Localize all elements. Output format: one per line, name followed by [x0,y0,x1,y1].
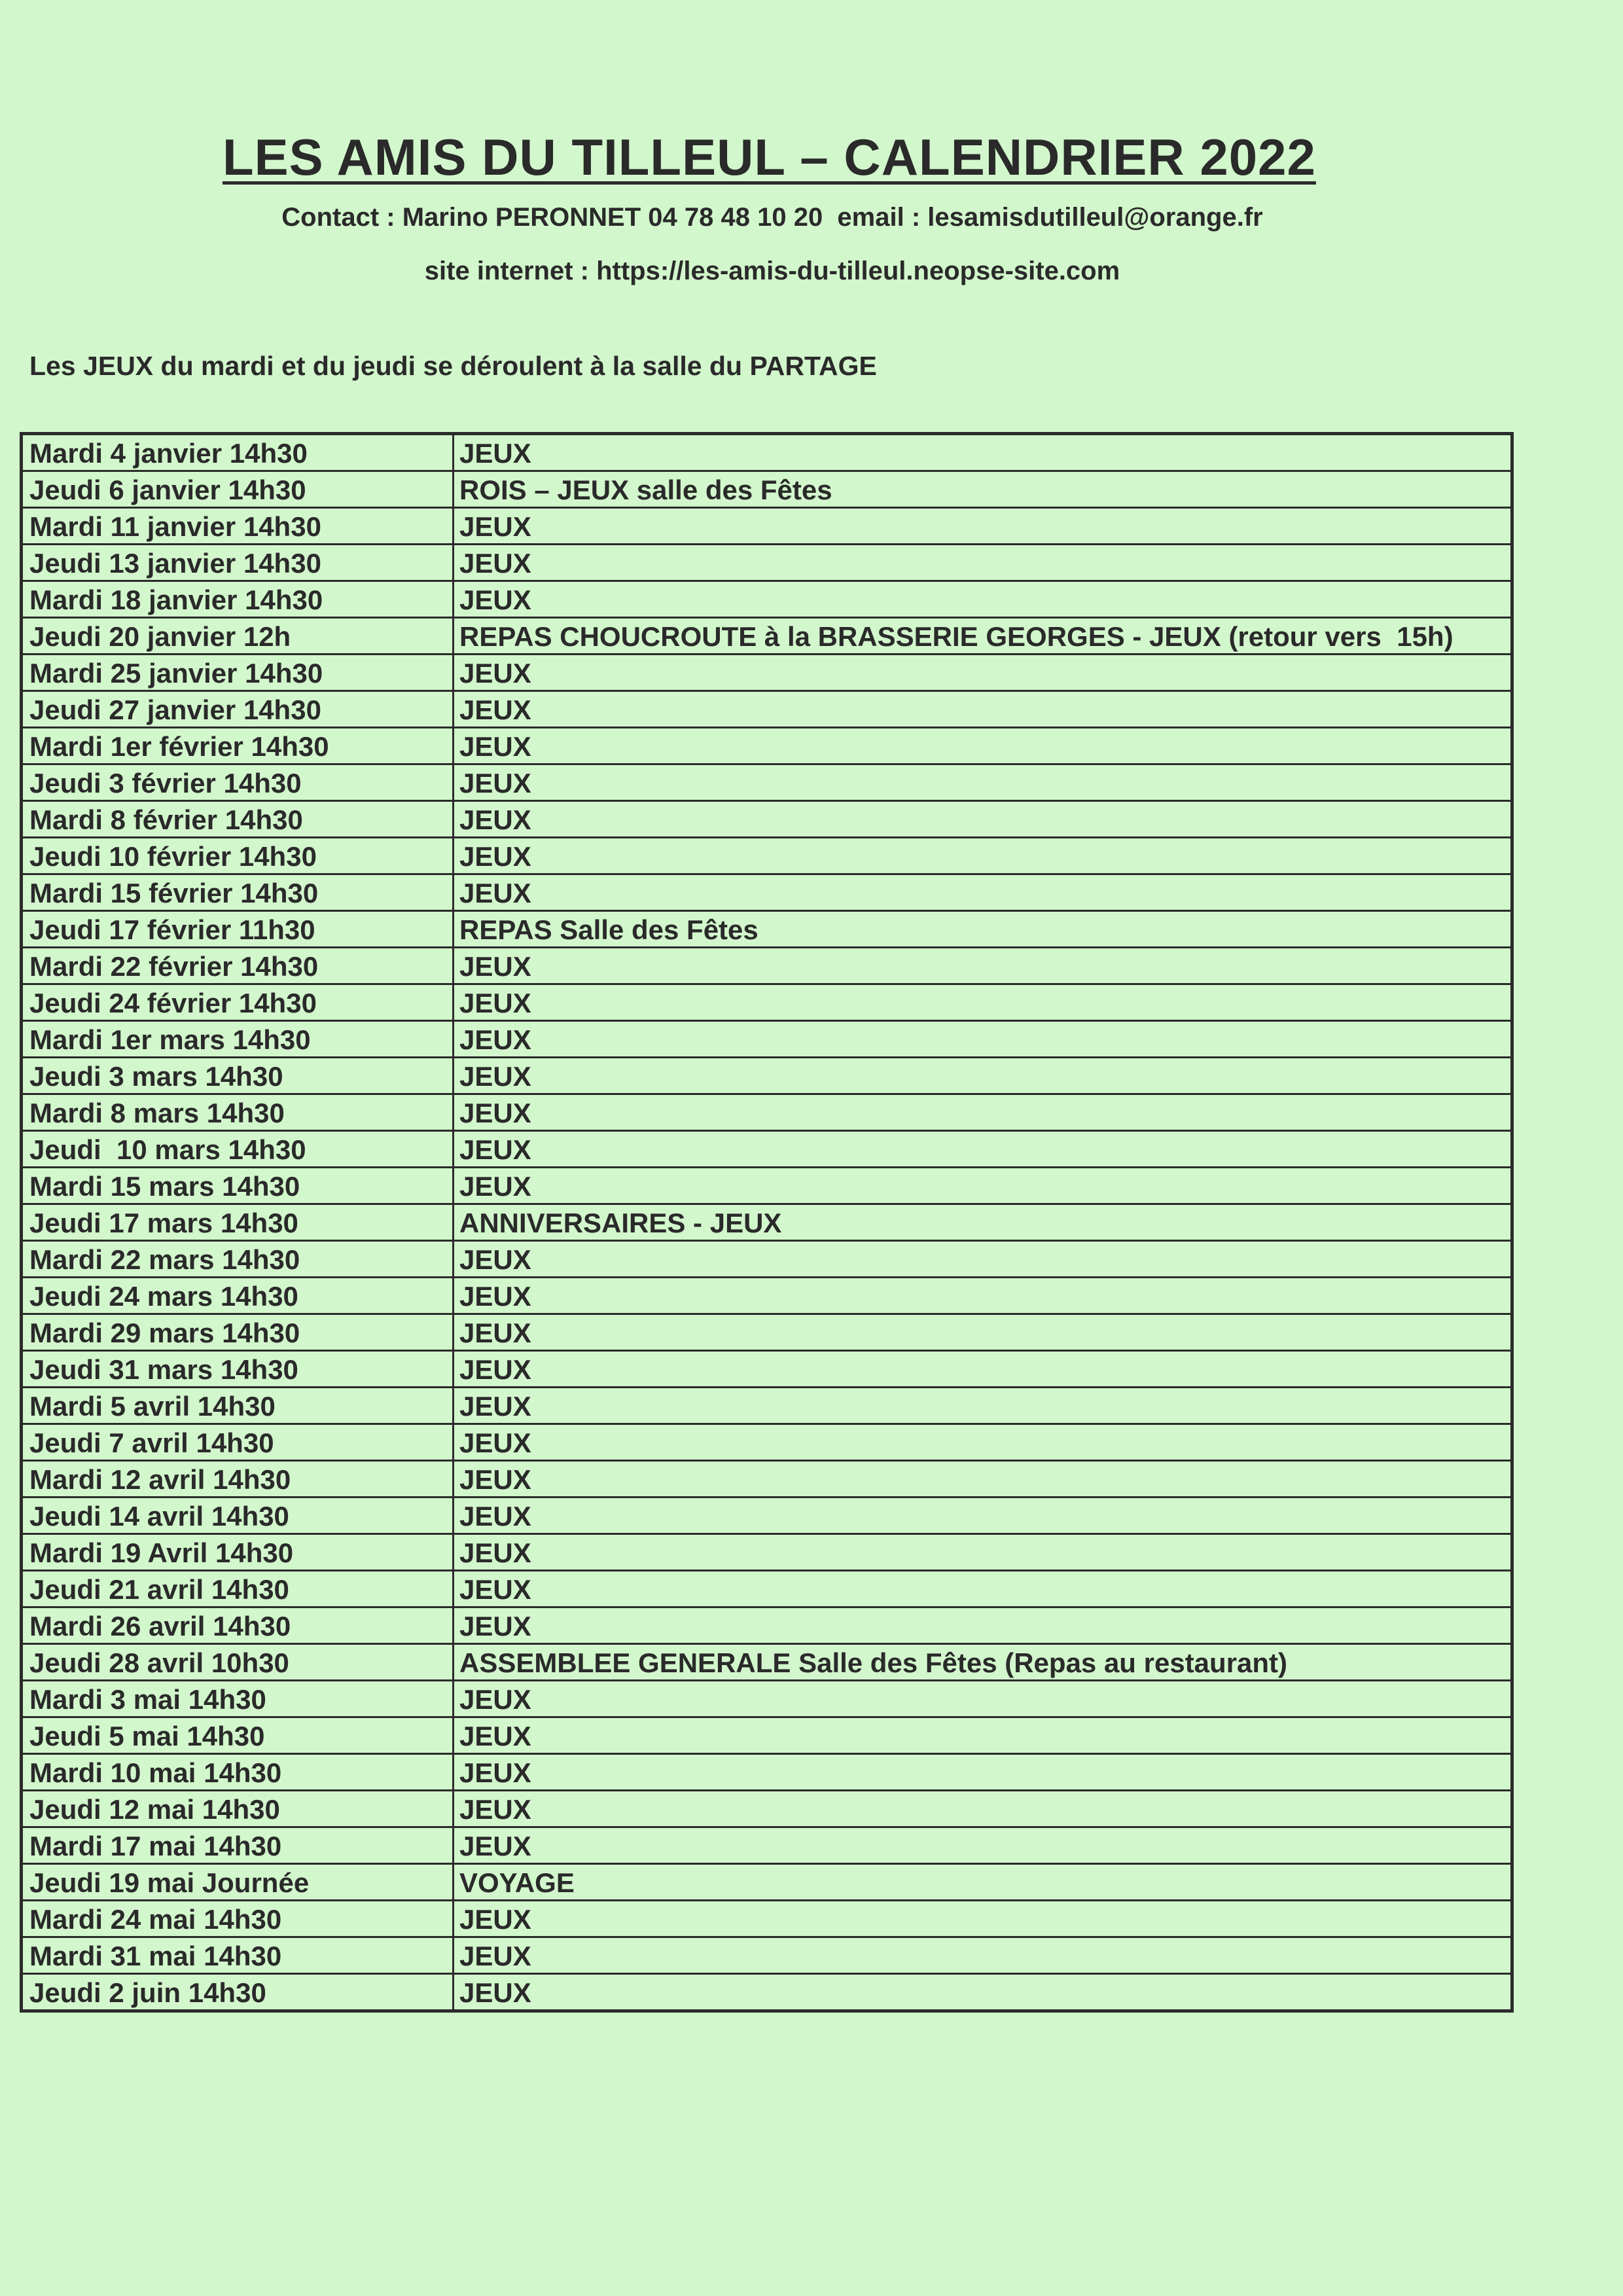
event-cell: JEUX [454,1791,1512,1827]
date-cell: Jeudi 24 mars 14h30 [22,1278,454,1314]
event-cell: JEUX [454,655,1512,691]
table-row [22,1607,1512,1644]
table-row [22,1864,1512,1901]
table-row [22,1791,1512,1827]
event-cell: JEUX [454,1278,1512,1314]
table-row [22,581,1512,618]
date-cell: Jeudi 17 mars 14h30 [22,1204,454,1241]
event-cell: ANNIVERSAIRES - JEUX [454,1204,1512,1241]
date-cell: Mardi 17 mai 14h30 [22,1827,454,1864]
table-row [22,1314,1512,1351]
date-cell: Jeudi 10 février 14h30 [22,838,454,874]
table-row [22,874,1512,911]
table-row [22,911,1512,948]
event-cell: JEUX [454,764,1512,801]
event-cell: JEUX [454,1717,1512,1754]
table-row [22,471,1512,508]
table-row [22,655,1512,691]
event-cell: JEUX [454,948,1512,984]
event-cell: JEUX [454,581,1512,618]
website-line: site internet : https://les-amis-du-tilleul.neopse-site.com [424,257,1120,285]
date-cell: Mardi 8 février 14h30 [22,801,454,838]
table-row [22,728,1512,764]
event-cell: JEUX [454,801,1512,838]
date-cell: Jeudi 17 février 11h30 [22,911,454,948]
table-row [22,1461,1512,1498]
table-row [22,1094,1512,1131]
event-cell: JEUX [454,1754,1512,1791]
event-cell: JEUX [454,1974,1512,2011]
event-cell: JEUX [454,1021,1512,1058]
table-row [22,1571,1512,1607]
table-row [22,1351,1512,1388]
table-row [22,764,1512,801]
table-row [22,1754,1512,1791]
date-cell: Mardi 3 mai 14h30 [22,1681,454,1717]
table-row [22,1681,1512,1717]
table-row [22,1498,1512,1534]
event-cell: JEUX [454,1351,1512,1388]
date-cell: Jeudi 31 mars 14h30 [22,1351,454,1388]
date-cell: Jeudi 3 février 14h30 [22,764,454,801]
date-cell: Jeudi 24 février 14h30 [22,984,454,1021]
date-cell: Mardi 8 mars 14h30 [22,1094,454,1131]
date-cell: Jeudi 20 janvier 12h [22,618,454,655]
event-cell: JEUX [454,1571,1512,1607]
table-row [22,1058,1512,1094]
event-cell: ROIS – JEUX salle des Fêtes [454,471,1512,508]
table-row [22,618,1512,655]
event-cell: JEUX [454,728,1512,764]
date-cell: Mardi 19 Avril 14h30 [22,1534,454,1571]
event-cell: JEUX [454,1388,1512,1424]
date-cell: Jeudi 12 mai 14h30 [22,1791,454,1827]
date-cell: Jeudi 2 juin 14h30 [22,1974,454,2011]
event-cell: JEUX [454,874,1512,911]
date-cell: Mardi 18 janvier 14h30 [22,581,454,618]
event-cell: JEUX [454,1827,1512,1864]
table-row [22,1901,1512,1937]
date-cell: Jeudi 10 mars 14h30 [22,1131,454,1168]
date-cell: Jeudi 6 janvier 14h30 [22,471,454,508]
table-row [22,1241,1512,1278]
date-cell: Mardi 31 mai 14h30 [22,1937,454,1974]
table-row [22,1827,1512,1864]
event-cell: JEUX [454,1681,1512,1717]
table-row [22,1717,1512,1754]
schedule-table [20,432,1514,2013]
event-cell: JEUX [454,1534,1512,1571]
event-cell: ASSEMBLEE GENERALE Salle des Fêtes (Repas au restaurant) [454,1644,1512,1681]
date-cell: Jeudi 14 avril 14h30 [22,1498,454,1534]
intro-text: Les JEUX du mardi et du jeudi se déroulent à la salle du PARTAGE [29,351,877,381]
table-row [22,1131,1512,1168]
table-row [22,1974,1512,2011]
table-row [22,434,1512,471]
table-row [22,1534,1512,1571]
event-cell: JEUX [454,1058,1512,1094]
date-cell: Jeudi 7 avril 14h30 [22,1424,454,1461]
event-cell: JEUX [454,691,1512,728]
date-cell: Mardi 11 janvier 14h30 [22,508,454,545]
table-row [22,984,1512,1021]
date-cell: Mardi 24 mai 14h30 [22,1901,454,1937]
date-cell: Mardi 15 février 14h30 [22,874,454,911]
date-cell: Jeudi 5 mai 14h30 [22,1717,454,1754]
event-cell: JEUX [454,1094,1512,1131]
table-row [22,1204,1512,1241]
date-cell: Mardi 12 avril 14h30 [22,1461,454,1498]
event-cell: VOYAGE [454,1864,1512,1901]
date-cell: Mardi 1er février 14h30 [22,728,454,764]
date-cell: Mardi 10 mai 14h30 [22,1754,454,1791]
table-row [22,1388,1512,1424]
date-cell: Mardi 26 avril 14h30 [22,1607,454,1644]
event-cell: JEUX [454,508,1512,545]
event-cell: JEUX [454,1461,1512,1498]
table-row [22,691,1512,728]
table-row [22,1168,1512,1204]
event-cell: JEUX [454,1241,1512,1278]
table-row [22,1278,1512,1314]
table-row [22,1644,1512,1681]
event-cell: JEUX [454,838,1512,874]
event-cell: JEUX [454,1314,1512,1351]
event-cell: JEUX [454,1131,1512,1168]
table-row [22,545,1512,581]
date-cell: Jeudi 27 janvier 14h30 [22,691,454,728]
contact-line: Contact : Marino PERONNET 04 78 48 10 20 email : lesamisdutilleul@orange.fr [281,203,1263,232]
event-cell: JEUX [454,1607,1512,1644]
event-cell: JEUX [454,1424,1512,1461]
date-cell: Mardi 5 avril 14h30 [22,1388,454,1424]
table-row [22,1424,1512,1461]
event-cell: REPAS Salle des Fêtes [454,911,1512,948]
date-cell: Mardi 25 janvier 14h30 [22,655,454,691]
date-cell: Mardi 29 mars 14h30 [22,1314,454,1351]
date-cell: Mardi 22 février 14h30 [22,948,454,984]
page-title: LES AMIS DU TILLEUL – CALENDRIER 2022 [223,128,1316,186]
date-cell: Mardi 15 mars 14h30 [22,1168,454,1204]
table-row [22,948,1512,984]
table-row [22,1937,1512,1974]
table-row [22,508,1512,545]
event-cell: JEUX [454,434,1512,471]
event-cell: JEUX [454,984,1512,1021]
event-cell: JEUX [454,1937,1512,1974]
event-cell: REPAS CHOUCROUTE à la BRASSERIE GEORGES - JEUX (retour vers 15h) [454,618,1512,655]
table-row [22,1021,1512,1058]
date-cell: Mardi 1er mars 14h30 [22,1021,454,1058]
table-row [22,801,1512,838]
table-row [22,838,1512,874]
event-cell: JEUX [454,1498,1512,1534]
event-cell: JEUX [454,545,1512,581]
date-cell: Jeudi 21 avril 14h30 [22,1571,454,1607]
event-cell: JEUX [454,1901,1512,1937]
date-cell: Jeudi 19 mai Journée [22,1864,454,1901]
date-cell: Jeudi 28 avril 10h30 [22,1644,454,1681]
date-cell: Jeudi 13 janvier 14h30 [22,545,454,581]
event-cell: JEUX [454,1168,1512,1204]
date-cell: Jeudi 3 mars 14h30 [22,1058,454,1094]
date-cell: Mardi 4 janvier 14h30 [22,434,454,471]
schedule-body [22,434,1512,2011]
date-cell: Mardi 22 mars 14h30 [22,1241,454,1278]
